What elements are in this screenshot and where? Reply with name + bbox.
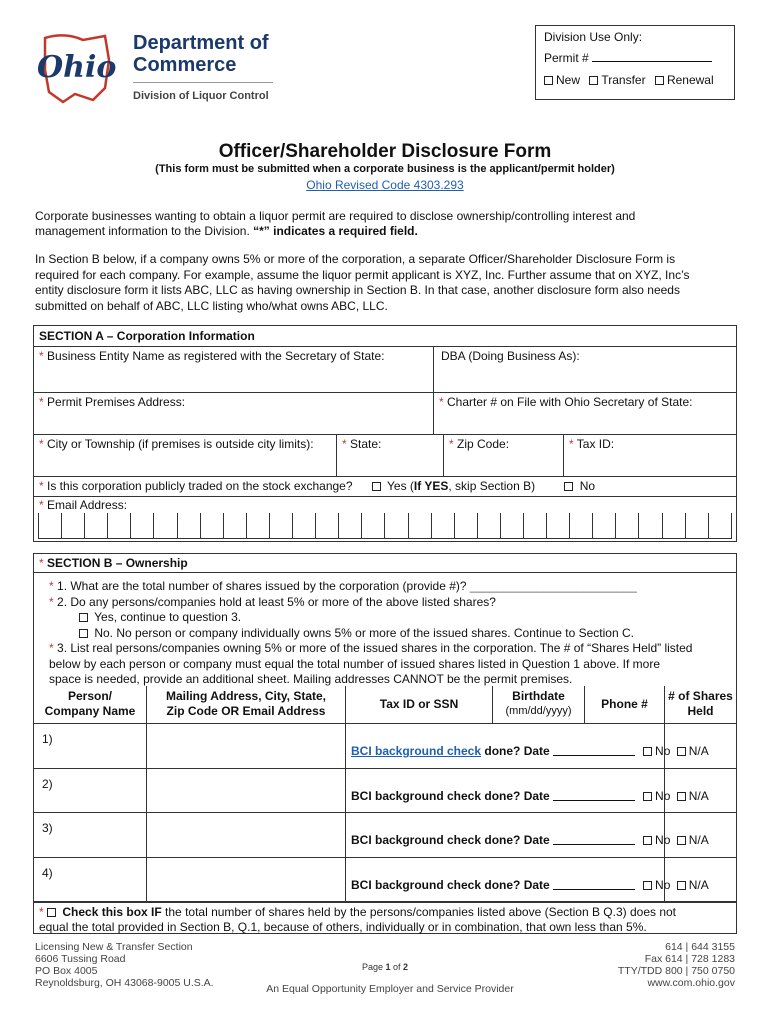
logo-divider [133, 82, 273, 83]
dba-field[interactable]: DBA (Doing Business As): [434, 346, 736, 392]
email-char-box[interactable] [154, 513, 177, 539]
table-header-mailing: Mailing Address, City, State, Zip Code OR Email Address [147, 686, 346, 724]
intro-paragraph-2 [35, 252, 740, 314]
business-name-field[interactable]: * Business Entity Name as registered with the Secretary of State: [34, 346, 434, 392]
footer-address: Licensing New & Transfer Section 6606 Tussing Road PO Box 4005 Reynoldsburg, OH 43068-9005 U.S.A. [35, 941, 214, 989]
form-subtitle: (This form must be submitted when a corporate business is the applicant/permit holder) [155, 163, 615, 175]
bci-no-checkbox[interactable] [643, 747, 652, 756]
bci-check-label: BCI background check [351, 877, 482, 892]
bci-date-field[interactable] [553, 745, 635, 756]
bci-no-checkbox[interactable] [643, 792, 652, 801]
footer-contact: 614 | 644 3155 Fax 614 | 728 1283 TTY/TDD 800 | 750 0750 www.com.ohio.gov [617, 941, 735, 989]
email-char-box[interactable] [455, 513, 478, 539]
dept-line-1: Department of [133, 32, 269, 54]
table-header-person: Person/ Company Name [34, 686, 147, 724]
permit-row [544, 50, 726, 65]
bci-no-checkbox[interactable] [643, 881, 652, 890]
section-b-header: * SECTION B – Ownership [34, 554, 736, 573]
owner-row-number: 1) [42, 732, 53, 746]
intro-line: management information to the Division. “*” indicates a required field. [35, 224, 418, 238]
bci-na-checkbox[interactable] [677, 881, 686, 890]
form-title: Officer/Shareholder Disclosure Form [218, 141, 552, 162]
owner-address-cell[interactable] [147, 858, 346, 903]
division-use-title: Division Use Only: [544, 30, 643, 44]
email-char-box[interactable] [339, 513, 362, 539]
traded-row: * Is this corporation publicly traded on the stock exchange? Yes (If YES, skip Section B) No [34, 476, 736, 496]
email-char-box[interactable] [316, 513, 339, 539]
bci-check-label: BCI background check [351, 788, 482, 803]
table-header-tax: Tax ID or SSN [346, 686, 493, 724]
email-char-box[interactable] [593, 513, 616, 539]
bci-no-checkbox[interactable] [643, 836, 652, 845]
email-char-box[interactable] [85, 513, 108, 539]
question-3-line: below by each person or company must equal the total number of issued shares listed in Question 1 above. If more [49, 656, 661, 671]
permit-number-field[interactable] [592, 50, 712, 62]
email-char-box[interactable] [62, 513, 85, 539]
bci-date-field[interactable] [553, 879, 635, 890]
zip-field[interactable]: * Zip Code: [444, 434, 564, 476]
premises-address-field[interactable]: * Permit Premises Address: [34, 392, 434, 434]
email-char-box[interactable] [639, 513, 662, 539]
owner-row-number: 4) [42, 865, 53, 880]
required-note: “*” indicates a required field. [253, 224, 418, 238]
question-2: * 2. Do any persons/companies hold at least 5% or more of the above listed shares? [49, 594, 496, 609]
city-field[interactable]: * City or Township (if premises is outside city limits): [34, 434, 337, 476]
bci-na-checkbox[interactable] [677, 836, 686, 845]
section-a [33, 325, 737, 542]
revised-code-link[interactable]: Ohio Revised Code 4303.293 [306, 178, 464, 192]
intro-line: submitted on behalf of ABC, LLC listing who/what owns ABC, LLC. [35, 298, 388, 313]
bci-na-checkbox[interactable] [677, 747, 686, 756]
email-row: * Email Address: [34, 496, 736, 541]
email-char-box[interactable] [293, 513, 316, 539]
table-header-phone: Phone # [585, 686, 665, 724]
email-char-box[interactable] [178, 513, 201, 539]
owner-row-number: 3) [42, 821, 53, 835]
intro-line: Corporate businesses wanting to obtain a liquor permit are required to disclose ownership/controlling interest and [35, 209, 636, 223]
tax-id-field[interactable]: * Tax ID: [564, 434, 736, 476]
q2-yes-checkbox[interactable] [79, 613, 88, 622]
email-char-box[interactable] [362, 513, 385, 539]
ownership-table [34, 686, 736, 902]
division-name: Division of Liquor Control [133, 90, 269, 102]
owner-row-number: 2) [42, 776, 53, 791]
email-char-box[interactable] [201, 513, 224, 539]
shares-mismatch-checkbox[interactable] [47, 908, 56, 917]
email-char-box[interactable] [570, 513, 593, 539]
email-char-box[interactable] [247, 513, 270, 539]
email-char-box[interactable] [39, 513, 62, 539]
question-1: * 1. What are the total number of shares issued by the corporation (provide #)? _________________________ [49, 579, 637, 593]
section-b-title: SECTION B – Ownership [47, 556, 188, 570]
bci-na-checkbox[interactable] [677, 792, 686, 801]
email-char-box[interactable] [409, 513, 432, 539]
intro-line: In Section B below, if a company owns 5% or more of the corporation, a separate Officer/Shareholder Disclosure Form is [35, 252, 676, 266]
transfer-checkbox[interactable] [589, 76, 598, 85]
owner-address-cell[interactable] [147, 813, 346, 858]
new-label: New [556, 73, 581, 87]
bci-check-label: BCI background check [351, 833, 482, 847]
email-char-box[interactable] [224, 513, 247, 539]
email-char-box[interactable] [432, 513, 455, 539]
email-char-box[interactable] [663, 513, 686, 539]
owner-address-cell[interactable] [147, 769, 346, 814]
ohio-script-wordmark: Ohio [37, 50, 117, 85]
new-checkbox[interactable] [544, 76, 553, 85]
check-box-note: * Check this box IF the total number of shares held by the persons/companies listed above (Section B Q.3) does not equal the total provided in Section B, Q.1, because of others, individually or in combination, that own less than 5%. [34, 902, 736, 933]
intro-line: required for each company. For example, assume the liquor permit applicant is XYZ, Inc. Further assume that on XYZ, Inc’s [35, 267, 690, 282]
total-shares-field[interactable]: _________________________ [469, 579, 637, 593]
charter-number-field[interactable]: * Charter # on File with Ohio Secretary of State: [434, 392, 736, 434]
traded-no-checkbox[interactable] [564, 482, 573, 491]
email-char-box[interactable] [547, 513, 570, 539]
email-char-box[interactable] [385, 513, 408, 539]
page-number: Page 1 of 2 [361, 962, 409, 972]
owner-name-cell[interactable] [34, 858, 147, 903]
renewal-checkbox[interactable] [655, 76, 664, 85]
owner-name-cell[interactable] [34, 769, 147, 814]
email-char-box[interactable] [108, 513, 131, 539]
email-char-box[interactable] [709, 513, 732, 539]
ohio-logo [35, 30, 280, 110]
intro-paragraph-1 [35, 209, 735, 239]
renewal-label: Renewal [666, 73, 714, 87]
dept-line-2: Commerce [133, 54, 237, 76]
transfer-label: Transfer [601, 73, 646, 87]
bci-check-link[interactable]: BCI background check [351, 744, 482, 758]
state-field[interactable]: * State: [337, 434, 444, 476]
email-char-box[interactable] [686, 513, 709, 539]
eeo-statement: An Equal Opportunity Employer and Service Provider [266, 983, 514, 995]
q2-no-checkbox[interactable] [79, 629, 88, 638]
table-header-shares: # of Shares Held [665, 686, 736, 724]
permit-label: Permit # [544, 51, 589, 65]
question-3: * 3. List real persons/companies owning 5% or more of the issued shares in the corporation. The # of “Shares Held” listed [49, 641, 693, 655]
bci-date-field[interactable] [553, 834, 635, 845]
division-use-box [535, 25, 735, 100]
bci-check-line: BCI background check done? Date No N/A [351, 833, 709, 847]
email-char-box[interactable] [270, 513, 293, 539]
section-b [33, 553, 737, 934]
email-char-box[interactable] [616, 513, 639, 539]
bci-check-line: BCI background check done? Date No N/A [351, 744, 709, 758]
email-character-boxes[interactable] [38, 513, 732, 539]
email-char-box[interactable] [478, 513, 501, 539]
table-header-birthdate: Birthdate (mm/dd/yyyy) [493, 686, 585, 724]
email-char-box[interactable] [131, 513, 154, 539]
bci-check-line: BCI background check done? Date No N/A [351, 788, 709, 803]
q2-no-option: No. No person or company individually owns 5% or more of the issued shares. Continue to Section C. [49, 626, 739, 642]
section-a-title: SECTION A – Corporation Information [39, 329, 255, 343]
email-char-box[interactable] [501, 513, 524, 539]
owner-name-cell[interactable] [34, 813, 147, 858]
permit-type-row [544, 73, 726, 87]
email-char-box[interactable] [524, 513, 547, 539]
bci-date-field[interactable] [553, 790, 635, 801]
owner-address-cell[interactable] [147, 724, 346, 769]
intro-line: entity disclosure form it lists ABC, LLC as having ownership in Section B. In that case, another disclosure form also needs [35, 283, 680, 297]
q2-yes-option: Yes, continue to question 3. [49, 610, 739, 626]
traded-yes-checkbox[interactable] [372, 482, 381, 491]
owner-name-cell[interactable] [34, 724, 147, 769]
question-3-line: space is needed, provide an additional sheet. Mailing addresses CANNOT be the permit premises. [49, 672, 573, 686]
bci-check-line: BCI background check done? Date No N/A [351, 877, 709, 892]
